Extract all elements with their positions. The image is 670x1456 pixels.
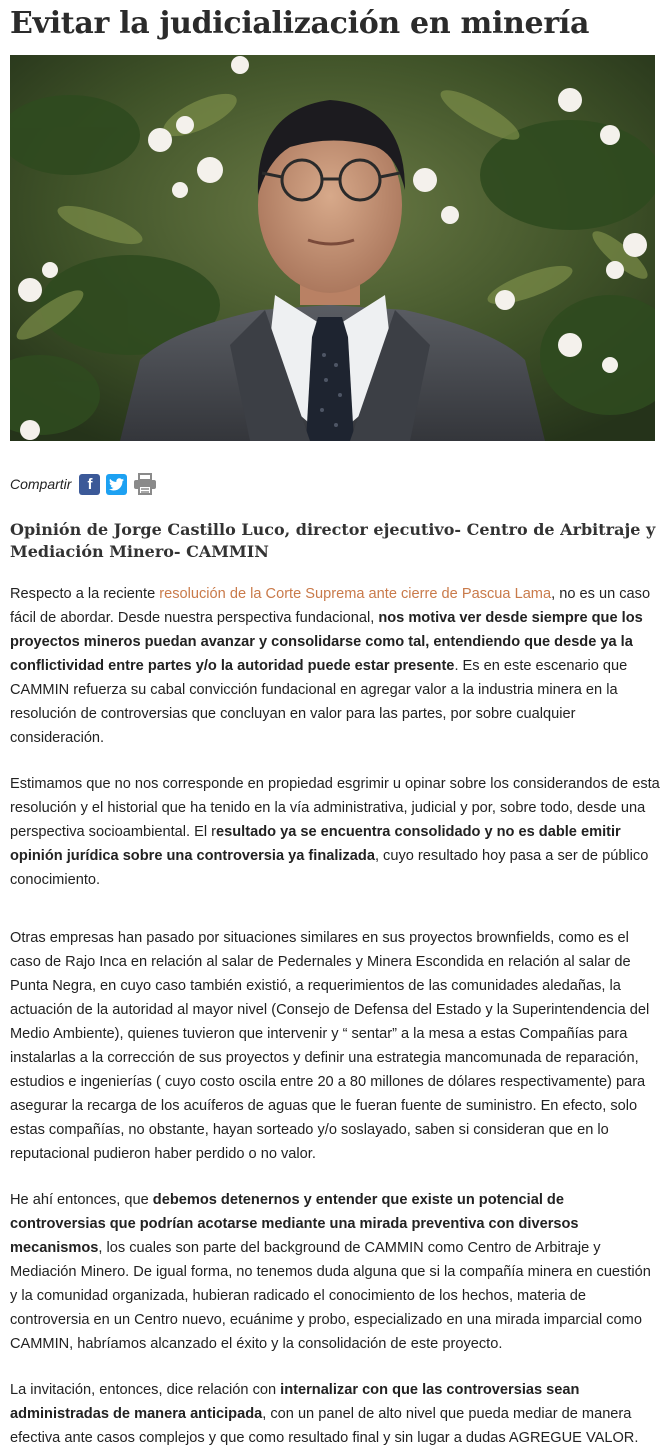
share-label: Compartir	[10, 476, 72, 492]
bold-text: esultado ya se encuentra consolidado y no es dable emitir opinión jurídica sobre una controversia ya finalizada	[10, 824, 621, 864]
print-button[interactable]	[133, 473, 157, 495]
bold-text: internalizar con que las controversias sean administradas de manera anticipada	[10, 1382, 580, 1422]
article-subtitle: Opinión de Jorge Castillo Luco, director ejecutivo- Centro de Arbitraje y Mediación Minero- CAMMIN	[10, 520, 656, 561]
corte-suprema-link[interactable]: resolución de la Corte Suprema ante cierre de Pascua Lama	[159, 586, 552, 602]
share-bar	[10, 471, 660, 497]
text: , no es un caso fácil de abordar. Desde nuestra perspectiva fundacional,	[10, 586, 651, 626]
bold-text: debemos detenernos y entender que existe un potencial de controversias que podrían acotarse mediante una mirada preventiva con diversos mecanismos	[10, 1192, 579, 1256]
article-title: Evitar la judicialización en minería	[10, 6, 590, 41]
paragraph-2	[10, 772, 660, 892]
text: , cuyo resultado hoy pasa a ser de público conocimiento.	[10, 848, 649, 888]
paragraph-3: Otras empresas han pasado por situaciones similares en sus proyectos brownfields, como es el caso de Rajo Inca en relación al salar de Pedernales y Minera Escondida en relación al salar de Punta Negra, en cuyo caso también existió, a requerimientos de las comunidades aledañas, la actuación de la autoridad al mayor nivel (Consejo de Defensa del Estado y la Superintendencia del Medio Ambiente), quienes tuvieron que intervenir y “ sentar” a la mesa a estas Compañías para instalarlas a la corrección de sus proyectos y definir una estrategia mancomunada de reparación, estudios e ingenierías ( cuyo costo oscila entre 20 a 80 millones de dólares respectivamente) para asegurar la recarga de los acuíferos de aguas que le fueran fuente de suministro. En efecto, solo estas compañías, no obstante, hayan sorteado y/o soslayado, saben si consideran que en lo reputacional pudieron haber perdido o no valor.	[10, 930, 650, 1162]
text: La invitación, entonces, dice relación con	[10, 1382, 281, 1398]
article	[0, 6, 670, 1450]
print-icon	[133, 473, 157, 495]
text: , con un panel de alto nivel que pueda mediar de manera efectiva ante casos complejos y que como resultado final y sin lugar a dudas AGREGUE VALOR.	[10, 1406, 639, 1446]
paragraph-5	[10, 1378, 660, 1450]
paragraph-4	[10, 1188, 660, 1356]
text: He ahí entonces, que	[10, 1192, 153, 1208]
text: Respecto a la reciente	[10, 586, 160, 602]
text: , los cuales son parte del background de CAMMIN como Centro de Arbitraje y Mediación Minero. De igual forma, no tenemos duda alguna que si la compañía minera en cuestión y la comunidad organizada, hubieran radicado el conocimiento de los hechos, materia de controversia en un Centro nuevo, ecuánime y probo, especializado en una mirada imparcial como CAMMIN, habríamos alcanzado el éxito y la consolidación de este proyecto.	[10, 1240, 651, 1352]
paragraph-1	[10, 582, 660, 750]
facebook-icon: f	[87, 475, 93, 493]
article-photo	[10, 55, 655, 441]
twitter-icon	[109, 478, 124, 491]
facebook-share-button[interactable]	[79, 474, 100, 495]
bold-text: nos motiva ver desde siempre que los proyectos mineros puedan avanzar y consolidarse como tal, entendiendo que desde ya la conflictividad entre partes y/o la autoridad puede estar presente	[10, 610, 643, 674]
portrait-photo-icon	[10, 55, 655, 441]
text: Estimamos que no nos corresponde en propiedad esgrimir u opinar sobre los considerandos de esta resolución y el historial que ha tenido en la vía administrativa, judicial y por, sobre todo, desde una perspectiva socioambiental. El r	[10, 776, 660, 840]
twitter-share-button[interactable]	[106, 474, 127, 495]
text: . Es en este escenario que CAMMIN refuerza su cabal convicción fundacional en agregar valor a la industria minera en la resolución de controversias que concluyan en valor para las partes, por sobre cualquier consideración.	[10, 658, 628, 746]
